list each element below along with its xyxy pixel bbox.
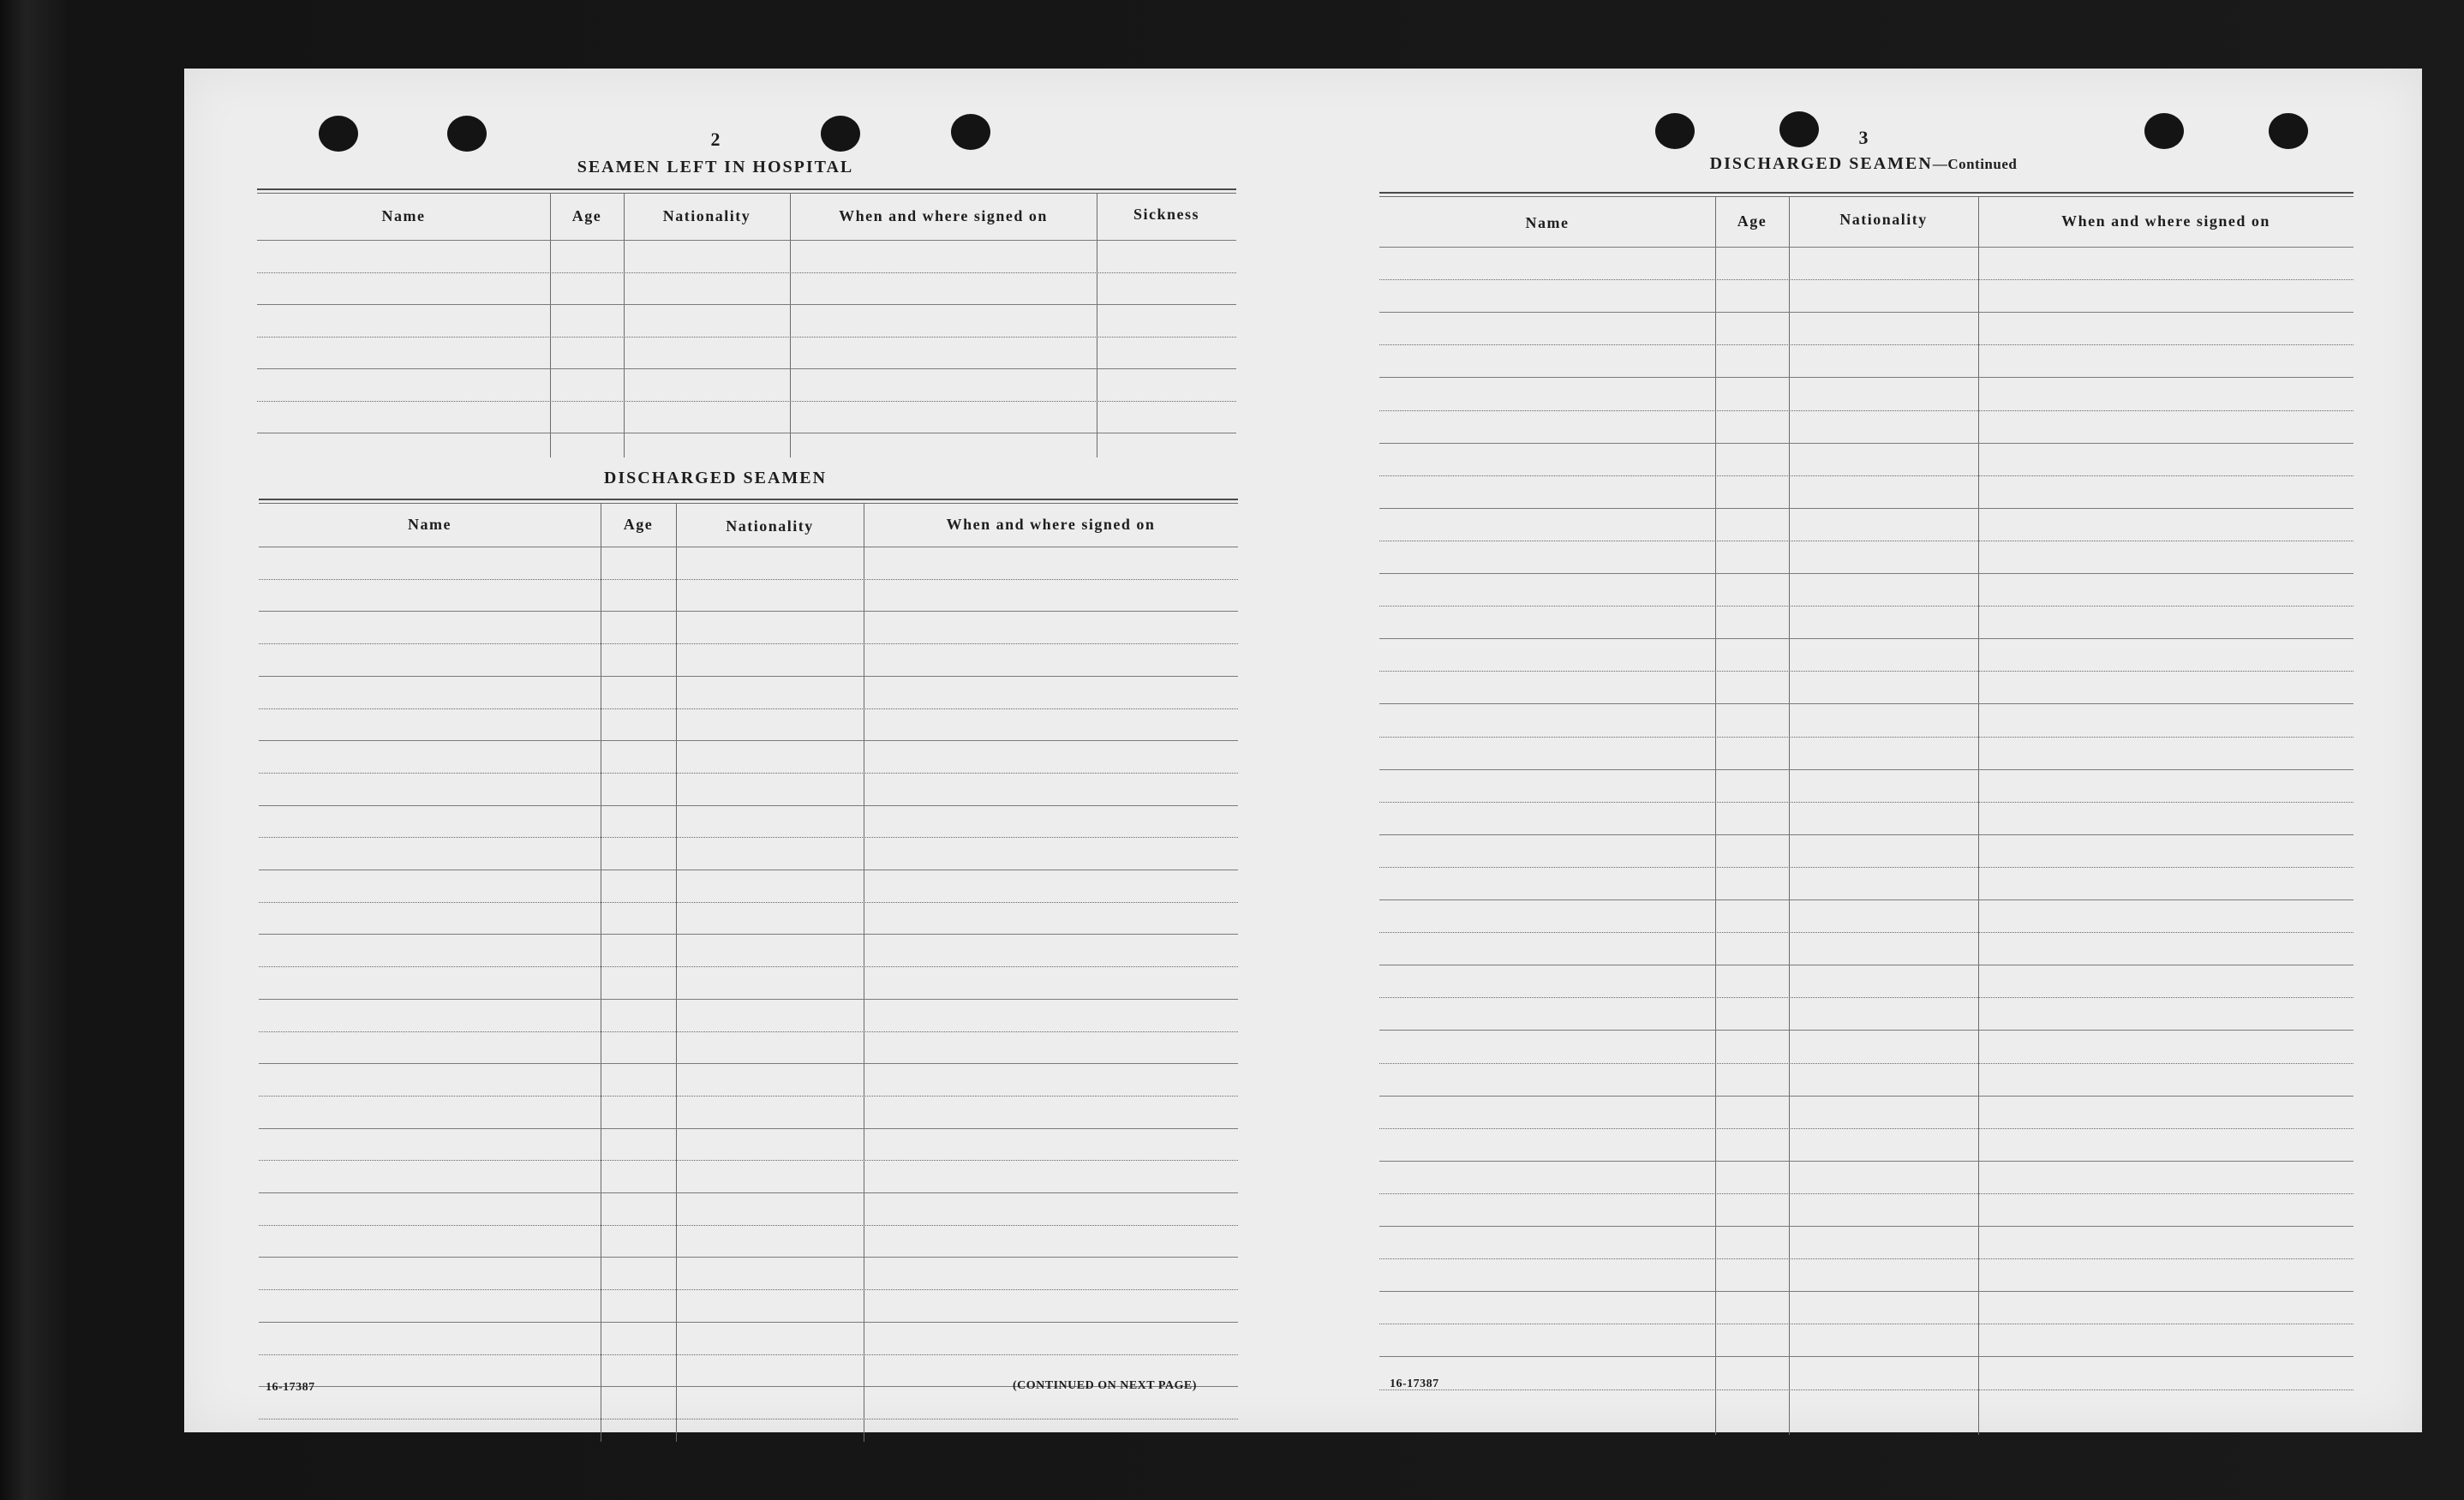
punch-hole (1779, 111, 1819, 147)
column-divider (1715, 197, 1716, 1435)
table-row-line (259, 1192, 1238, 1193)
table-row-line (259, 1322, 1238, 1323)
table-row-line (259, 1289, 1238, 1290)
column-header-age: Age (1737, 212, 1767, 230)
table-row-line (1379, 508, 2353, 509)
table-row-line (257, 337, 1236, 338)
table-row-line (1379, 312, 2353, 313)
punch-hole (951, 114, 990, 150)
table-row-line (259, 934, 1238, 935)
table-row-line (1379, 443, 2353, 444)
table-row-line (259, 676, 1238, 677)
table-row-line (1379, 737, 2353, 738)
table-row-line (1379, 1258, 2353, 1259)
table-row-line (1379, 1128, 2353, 1129)
table-row-line (1379, 1226, 2353, 1227)
table-row-line (1379, 769, 2353, 770)
table-row-line (1379, 247, 2353, 248)
form-number: 16-17387 (266, 1381, 315, 1394)
page-number: 2 (710, 128, 721, 150)
table-row-line (1379, 344, 2353, 345)
column-header-signed-on: When and where signed on (839, 207, 1048, 224)
table-row-line (259, 966, 1238, 967)
table-row-line (1379, 1291, 2353, 1292)
table-row-line (1379, 377, 2353, 378)
table-row-line (259, 611, 1238, 612)
table-row-line (259, 837, 1238, 838)
table-row-line (257, 304, 1236, 305)
table-row-line (259, 1225, 1238, 1226)
table-row-line (257, 401, 1236, 402)
table-top-rule (1379, 192, 2353, 197)
column-header-name: Name (1525, 214, 1570, 231)
table-row-line (259, 1063, 1238, 1064)
column-divider (1789, 197, 1790, 1435)
table-row-line (257, 272, 1236, 273)
table-row-line (1379, 606, 2353, 607)
table-row-line (259, 1128, 1238, 1129)
title-suffix: —Continued (1932, 156, 2018, 172)
punch-hole (319, 116, 358, 152)
punch-hole (821, 116, 860, 152)
column-header-sickness: Sickness (1133, 206, 1200, 223)
form-number: 16-17387 (1390, 1377, 1439, 1390)
table-row-line (1379, 899, 2353, 900)
table-row-line (1379, 279, 2353, 280)
table-row-line (257, 240, 1236, 241)
table-row-line (259, 1096, 1238, 1097)
table-row-line (1379, 703, 2353, 704)
table-row-line (259, 643, 1238, 644)
table-row-line (1379, 671, 2353, 672)
punch-hole (2269, 113, 2308, 149)
table-row-line (1379, 867, 2353, 868)
table-row-line (1379, 834, 2353, 835)
table-row-line (259, 1160, 1238, 1161)
table-row-line (1379, 410, 2353, 411)
column-header-signed-on: When and where signed on (946, 516, 1156, 533)
table-row-line (1379, 1161, 2353, 1162)
table-row-line (259, 579, 1238, 580)
table-row-line (257, 368, 1236, 369)
table-row-line (1379, 1063, 2353, 1064)
ledger-sheet (184, 69, 2422, 1432)
column-divider (790, 194, 791, 457)
table-row-line (1379, 475, 2353, 476)
punch-hole (447, 116, 487, 152)
table-row-line (259, 805, 1238, 806)
table-row-line (259, 999, 1238, 1000)
table-row-line (259, 1257, 1238, 1258)
table-row-line (259, 1354, 1238, 1355)
punch-hole (1655, 113, 1695, 149)
table-row-line (259, 740, 1238, 741)
table-row-line (259, 902, 1238, 903)
column-header-name: Name (408, 516, 452, 533)
column-header-nationality: Nationality (662, 207, 751, 224)
table-row-line (1379, 997, 2353, 998)
punch-hole (2144, 113, 2184, 149)
table-row-line (1379, 932, 2353, 933)
column-header-name: Name (381, 207, 426, 224)
title-text: DISCHARGED SEAMEN (1709, 154, 1933, 173)
column-divider (624, 194, 625, 457)
table-row-line (1379, 638, 2353, 639)
table-row-line (259, 708, 1238, 709)
table-row-line (1379, 1389, 2353, 1390)
column-header-signed-on: When and where signed on (2061, 212, 2270, 230)
column-divider (550, 194, 551, 457)
discharged-continued-title (1641, 154, 2086, 174)
table-row-line (1379, 573, 2353, 574)
column-header-nationality: Nationality (726, 517, 814, 535)
table-row-line (1379, 1096, 2353, 1097)
table-row-line (259, 773, 1238, 774)
table-row-line (1379, 1356, 2353, 1357)
continued-note: (CONTINUED ON NEXT PAGE) (1013, 1379, 1197, 1392)
page-number: 3 (1858, 127, 1869, 148)
column-divider (676, 504, 677, 1442)
column-header-age: Age (623, 516, 654, 533)
table-row-line (1379, 802, 2353, 803)
column-header-nationality: Nationality (1839, 211, 1928, 228)
table-row-line (1379, 1193, 2353, 1194)
table-top-rule (259, 499, 1238, 504)
column-header-age: Age (571, 207, 602, 224)
column-divider (1978, 197, 1979, 1435)
table-row-line (1379, 1030, 2353, 1031)
table-top-rule (257, 188, 1236, 194)
table-row-line (259, 1031, 1238, 1032)
hospital-section-title: SEAMEN LEFT IN HOSPITAL (577, 158, 854, 176)
discharged-section-title: DISCHARGED SEAMEN (603, 469, 828, 487)
